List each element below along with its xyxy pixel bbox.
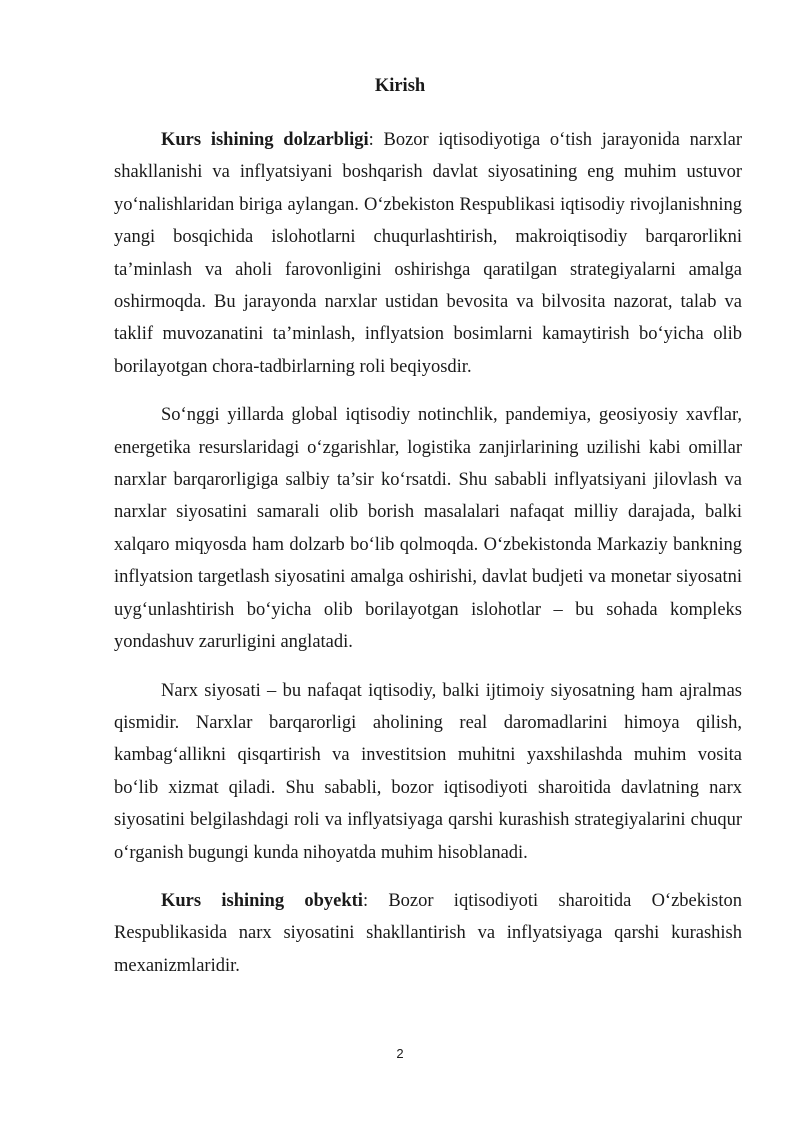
paragraph-lead: Kurs ishining obyekti [161,890,363,911]
paragraph-text: So‘nggi yillarda global iqtisodiy notinchlik, pandemiya, geosiyosiy xavflar, energetika resurslaridagi o‘zgarishlar, logistika zanjirlarining uzilishi kabi omillar narxlar barqarorligiga salbiy ta’sir ko‘rsatdi. Shu sababli inflyatsiyani jilovlash va narxlar siyosatini samarali olib borish masalalari nafaqat milliy darajada, balki xalqaro miqyosda ham dolzarb bo‘lib qolmoqda. O‘zbekistonda Markaziy bankning inflyatsion targetlash siyosatini amalga oshirishi, davlat budjeti va monetar siyosatni uyg‘unlashtirish bo‘yicha olib borilayotgan islohotlar – bu sohada kompleks yondashuv zarurligini anglatadi. [114,405,742,653]
page-title: Kirish [374,76,426,96]
paragraph-text: : Bozor iqtisodiyoti sharoitida O‘zbekiston Respublikasida narx siyosatini shakllantirish va inflyatsiyaga qarshi kurashish mexanizmlaridir. [114,890,742,976]
paragraph-object [114,885,742,982]
paragraph-text: : Bozor iqtisodiyotiga o‘tish jarayonida narxlar shakllanishi va inflyatsiyani boshqarish davlat siyosatining eng muhim ustuvor yo‘nalishlaridan biriga aylangan. O‘zbekiston Respublikasi iqtisodiy rivojlanishning yangi bosqichida islohotlarni chuqurlashtirish, makroiqtisodiy barqarorlikni ta’minlash va aholi farovonligini oshirishga qaratilgan strategiyalarni amalga oshirmoqda. Bu jarayonda narxlar ustidan bevosita va bilvosita nazorat, talab va taklif muvozanatini ta’minlash, inflyatsion bosimlarni kamaytirish bo‘yicha olib borilayotgan chora-tadbirlarning roli beqiyosdir. [114,130,742,377]
paragraph-global-context [114,399,742,658]
paragraph-lead: Kurs ishining dolzarbligi [161,130,369,150]
paragraph-price-policy [114,675,742,869]
paragraph-relevance [114,124,742,383]
page-number: 2 [396,1046,404,1061]
paragraph-text: Narx siyosati – bu nafaqat iqtisodiy, balki ijtimoiy siyosatning ham ajralmas qismidir. Narxlar barqarorligi aholining real daromadlarini himoya qilish, kambag‘allikni qisqartirish va investitsion muhitni yaxshilashda muhim vosita bo‘lib xizmat qiladi. Shu sababli, bozor iqtisodiyoti sharoitida davlatning narx siyosatini belgilashdagi roli va inflyatsiyaga qarshi kurashish strategiyalarini chuqur o‘rganish bugungi kunda nihoyatda muhim hisoblanadi. [114,680,742,863]
document-body [114,124,742,998]
